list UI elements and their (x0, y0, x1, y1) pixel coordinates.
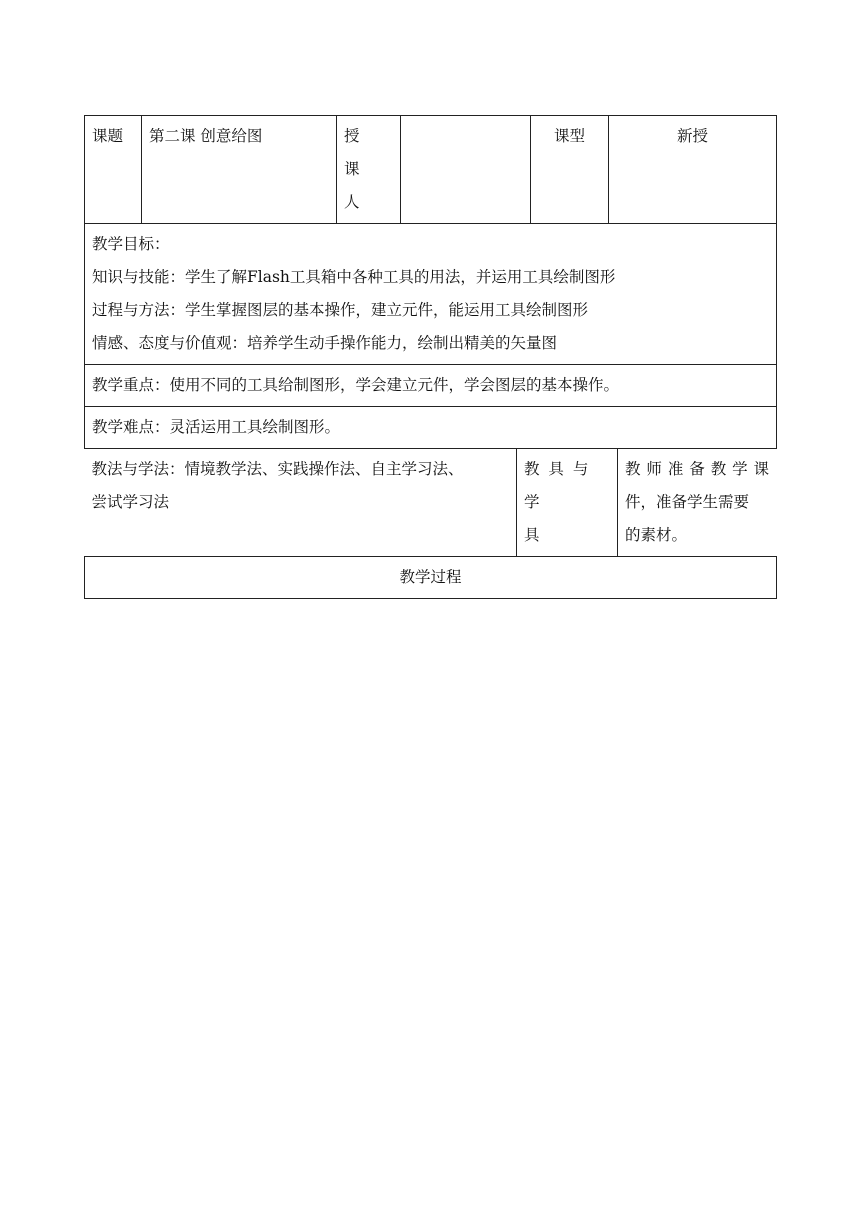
teacher-value (401, 116, 531, 224)
objectives-cell (85, 224, 777, 365)
topic-label (85, 116, 142, 224)
type-label (531, 116, 609, 224)
difficulties-cell (85, 407, 777, 449)
process-heading-row (85, 557, 777, 599)
tools-label-line1: 教 具 与 学 (524, 460, 589, 511)
difficulties-text: 教学难点：灵活运用工具绘制图形。 (92, 418, 341, 436)
type-value (609, 116, 777, 224)
objective-emotion: 情感、态度与价值观：培养学生动手操作能力，绘制出精美的矢量图 (92, 334, 558, 352)
difficulties-row (85, 407, 777, 449)
methods-text-line1: 教法与学法：情境教学法、实践操作法、自主学习法、 (91, 460, 464, 478)
methods-cell (85, 449, 517, 556)
objective-knowledge: 知识与技能：学生了解Flash工具箱中各种工具的用法，并运用工具绘制图形 (92, 268, 616, 286)
lesson-plan-sheet (84, 115, 776, 599)
tools-value-cell (618, 449, 777, 556)
tools-label-line2: 具 (524, 526, 540, 544)
key-points-cell (85, 365, 777, 407)
key-points-text: 教学重点：使用不同的工具给制图形，学会建立元件，学会图层的基本操作。 (92, 376, 620, 394)
topic-label-text: 课题 (92, 127, 124, 145)
teacher-label-line2: 人 (344, 193, 360, 211)
process-heading-cell (85, 557, 777, 599)
header-row (85, 116, 777, 224)
tools-value-line3: 的素材。 (625, 526, 688, 544)
methods-text-line2: 尝试学习法 (91, 493, 170, 511)
type-value-text: 新授 (676, 127, 708, 145)
key-points-row (85, 365, 777, 407)
topic-value-text: 第二课 创意给图 (149, 127, 263, 145)
tools-value-line1: 教 师 准 备 教 学 课 (625, 460, 770, 478)
methods-row-container (85, 449, 777, 557)
objectives-heading: 教学目标： (92, 235, 170, 253)
objective-process: 过程与方法：学生掌握图层的基本操作，建立元件，能运用工具绘制图形 (92, 301, 589, 319)
tools-value-line2: 件，准备学生需要 (625, 493, 750, 511)
lesson-plan-table (84, 115, 777, 599)
objectives-row (85, 224, 777, 365)
type-label-text: 课型 (553, 127, 585, 145)
methods-row (85, 449, 777, 557)
tools-label-cell (517, 449, 618, 556)
topic-value (142, 116, 337, 224)
process-heading-text: 教学过程 (399, 568, 462, 586)
methods-inner-table (85, 449, 777, 556)
teacher-label-line1: 授 课 (344, 127, 360, 178)
teacher-label (337, 116, 401, 224)
